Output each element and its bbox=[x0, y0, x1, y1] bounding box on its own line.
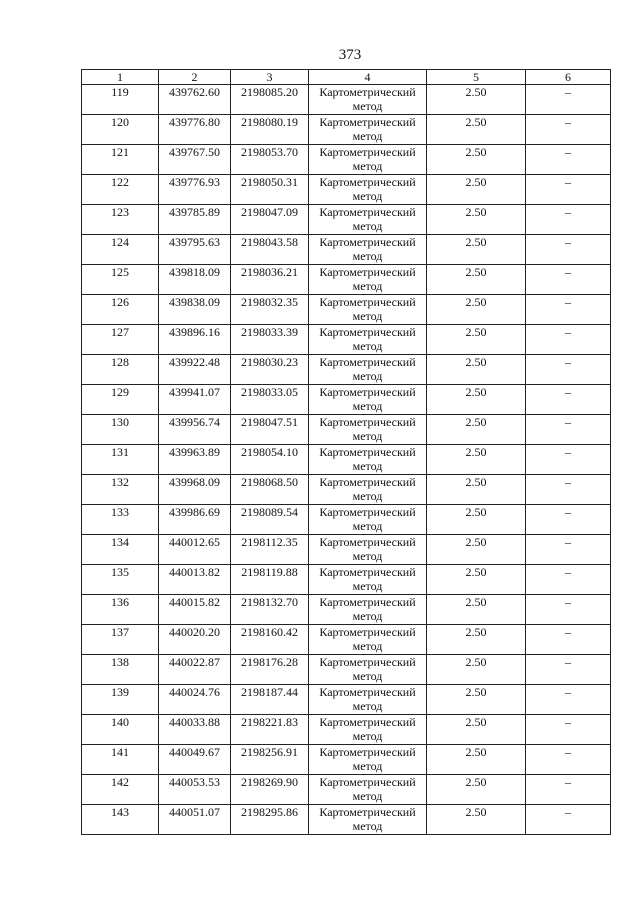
point-number-cell: 138 bbox=[82, 655, 159, 685]
table-row bbox=[82, 295, 611, 325]
method-label-line-1: Картометрический bbox=[319, 415, 416, 429]
accuracy-cell: 2.50 bbox=[427, 655, 526, 685]
method-label-line-1: Картометрический bbox=[319, 115, 416, 129]
table-row bbox=[82, 85, 611, 115]
method-label-line-1: Картометрический bbox=[319, 685, 416, 699]
note-cell: – bbox=[526, 595, 611, 625]
note-cell: – bbox=[526, 325, 611, 355]
accuracy-cell: 2.50 bbox=[427, 625, 526, 655]
accuracy-cell: 2.50 bbox=[427, 145, 526, 175]
method-label-line-2: метод bbox=[352, 639, 383, 653]
note-cell: – bbox=[526, 385, 611, 415]
accuracy-cell: 2.50 bbox=[427, 505, 526, 535]
method-label-line-1: Картометрический bbox=[319, 445, 416, 459]
table-row bbox=[82, 685, 611, 715]
accuracy-cell: 2.50 bbox=[427, 415, 526, 445]
y-coordinate-cell: 2198112.35 bbox=[231, 535, 309, 565]
accuracy-cell: 2.50 bbox=[427, 685, 526, 715]
x-coordinate-cell: 440024.76 bbox=[159, 685, 231, 715]
table-row bbox=[82, 715, 611, 745]
method-label-line-1: Картометрический bbox=[319, 805, 416, 819]
table-row bbox=[82, 445, 611, 475]
accuracy-cell: 2.50 bbox=[427, 745, 526, 775]
method-label-line-2: метод bbox=[352, 579, 383, 593]
x-coordinate-cell: 440015.82 bbox=[159, 595, 231, 625]
method-cell bbox=[309, 445, 427, 475]
y-coordinate-cell: 2198054.10 bbox=[231, 445, 309, 475]
method-label-line-2: метод bbox=[352, 549, 383, 563]
column-header-5: 5 bbox=[427, 70, 526, 85]
method-cell bbox=[309, 475, 427, 505]
column-header-3: 3 bbox=[231, 70, 309, 85]
x-coordinate-cell: 440022.87 bbox=[159, 655, 231, 685]
point-number-cell: 133 bbox=[82, 505, 159, 535]
method-cell bbox=[309, 625, 427, 655]
method-label-line-1: Картометрический bbox=[319, 655, 416, 669]
table-row bbox=[82, 265, 611, 295]
note-cell: – bbox=[526, 535, 611, 565]
method-label-line-1: Картометрический bbox=[319, 625, 416, 639]
method-label-line-2: метод bbox=[352, 819, 383, 833]
y-coordinate-cell: 2198053.70 bbox=[231, 145, 309, 175]
method-label-line-1: Картометрический bbox=[319, 325, 416, 339]
coordinates-table bbox=[81, 69, 611, 835]
y-coordinate-cell: 2198030.23 bbox=[231, 355, 309, 385]
note-cell: – bbox=[526, 355, 611, 385]
method-label-line-2: метод bbox=[352, 249, 383, 263]
y-coordinate-cell: 2198032.35 bbox=[231, 295, 309, 325]
note-cell: – bbox=[526, 175, 611, 205]
method-label-line-2: метод bbox=[352, 219, 383, 233]
table-row bbox=[82, 115, 611, 145]
note-cell: – bbox=[526, 145, 611, 175]
method-label-line-2: метод bbox=[352, 189, 383, 203]
table-row bbox=[82, 475, 611, 505]
point-number-cell: 141 bbox=[82, 745, 159, 775]
method-label-line-2: метод bbox=[352, 459, 383, 473]
method-cell bbox=[309, 385, 427, 415]
table-header-row bbox=[82, 70, 611, 85]
method-label-line-1: Картометрический bbox=[319, 145, 416, 159]
method-label-line-2: метод bbox=[352, 489, 383, 503]
method-label-line-1: Картометрический bbox=[319, 505, 416, 519]
note-cell: – bbox=[526, 115, 611, 145]
x-coordinate-cell: 439896.16 bbox=[159, 325, 231, 355]
method-label-line-1: Картометрический bbox=[319, 775, 416, 789]
x-coordinate-cell: 439922.48 bbox=[159, 355, 231, 385]
method-label-line-1: Картометрический bbox=[319, 535, 416, 549]
x-coordinate-cell: 440012.65 bbox=[159, 535, 231, 565]
method-cell bbox=[309, 685, 427, 715]
y-coordinate-cell: 2198187.44 bbox=[231, 685, 309, 715]
x-coordinate-cell: 439776.80 bbox=[159, 115, 231, 145]
method-label-line-2: метод bbox=[352, 729, 383, 743]
x-coordinate-cell: 440033.88 bbox=[159, 715, 231, 745]
accuracy-cell: 2.50 bbox=[427, 175, 526, 205]
x-coordinate-cell: 439968.09 bbox=[159, 475, 231, 505]
point-number-cell: 143 bbox=[82, 805, 159, 835]
note-cell: – bbox=[526, 85, 611, 115]
point-number-cell: 132 bbox=[82, 475, 159, 505]
point-number-cell: 134 bbox=[82, 535, 159, 565]
point-number-cell: 142 bbox=[82, 775, 159, 805]
method-label-line-1: Картометрический bbox=[319, 205, 416, 219]
note-cell: – bbox=[526, 505, 611, 535]
x-coordinate-cell: 439767.50 bbox=[159, 145, 231, 175]
point-number-cell: 135 bbox=[82, 565, 159, 595]
method-label-line-2: метод bbox=[352, 369, 383, 383]
accuracy-cell: 2.50 bbox=[427, 475, 526, 505]
point-number-cell: 123 bbox=[82, 205, 159, 235]
method-cell bbox=[309, 265, 427, 295]
point-number-cell: 126 bbox=[82, 295, 159, 325]
method-label-line-1: Картометрический bbox=[319, 175, 416, 189]
column-header-1: 1 bbox=[82, 70, 159, 85]
accuracy-cell: 2.50 bbox=[427, 295, 526, 325]
table-row bbox=[82, 235, 611, 265]
accuracy-cell: 2.50 bbox=[427, 385, 526, 415]
accuracy-cell: 2.50 bbox=[427, 595, 526, 625]
table-row bbox=[82, 415, 611, 445]
accuracy-cell: 2.50 bbox=[427, 445, 526, 475]
method-cell bbox=[309, 355, 427, 385]
method-cell bbox=[309, 505, 427, 535]
method-cell bbox=[309, 595, 427, 625]
x-coordinate-cell: 439776.93 bbox=[159, 175, 231, 205]
y-coordinate-cell: 2198119.88 bbox=[231, 565, 309, 595]
point-number-cell: 128 bbox=[82, 355, 159, 385]
accuracy-cell: 2.50 bbox=[427, 235, 526, 265]
accuracy-cell: 2.50 bbox=[427, 265, 526, 295]
table-row bbox=[82, 145, 611, 175]
accuracy-cell: 2.50 bbox=[427, 715, 526, 745]
note-cell: – bbox=[526, 205, 611, 235]
y-coordinate-cell: 2198043.58 bbox=[231, 235, 309, 265]
accuracy-cell: 2.50 bbox=[427, 775, 526, 805]
note-cell: – bbox=[526, 475, 611, 505]
accuracy-cell: 2.50 bbox=[427, 535, 526, 565]
accuracy-cell: 2.50 bbox=[427, 805, 526, 835]
note-cell: – bbox=[526, 235, 611, 265]
method-label-line-1: Картометрический bbox=[319, 295, 416, 309]
method-label-line-1: Картометрический bbox=[319, 355, 416, 369]
table-row bbox=[82, 535, 611, 565]
y-coordinate-cell: 2198256.91 bbox=[231, 745, 309, 775]
table-row bbox=[82, 625, 611, 655]
accuracy-cell: 2.50 bbox=[427, 355, 526, 385]
column-header-6: 6 bbox=[526, 70, 611, 85]
y-coordinate-cell: 2198089.54 bbox=[231, 505, 309, 535]
method-label-line-1: Картометрический bbox=[319, 235, 416, 249]
y-coordinate-cell: 2198176.28 bbox=[231, 655, 309, 685]
method-label-line-2: метод bbox=[352, 609, 383, 623]
method-cell bbox=[309, 715, 427, 745]
table-row bbox=[82, 505, 611, 535]
table-row bbox=[82, 355, 611, 385]
table-row bbox=[82, 595, 611, 625]
note-cell: – bbox=[526, 295, 611, 325]
note-cell: – bbox=[526, 715, 611, 745]
method-cell bbox=[309, 535, 427, 565]
note-cell: – bbox=[526, 655, 611, 685]
x-coordinate-cell: 440020.20 bbox=[159, 625, 231, 655]
method-label-line-2: метод bbox=[352, 129, 383, 143]
point-number-cell: 120 bbox=[82, 115, 159, 145]
method-cell bbox=[309, 85, 427, 115]
method-cell bbox=[309, 775, 427, 805]
note-cell: – bbox=[526, 685, 611, 715]
method-label-line-1: Картометрический bbox=[319, 475, 416, 489]
method-label-line-2: метод bbox=[352, 159, 383, 173]
method-label-line-2: метод bbox=[352, 339, 383, 353]
method-cell bbox=[309, 115, 427, 145]
point-number-cell: 119 bbox=[82, 85, 159, 115]
method-cell bbox=[309, 565, 427, 595]
table-row bbox=[82, 655, 611, 685]
table-row bbox=[82, 805, 611, 835]
point-number-cell: 140 bbox=[82, 715, 159, 745]
point-number-cell: 125 bbox=[82, 265, 159, 295]
y-coordinate-cell: 2198050.31 bbox=[231, 175, 309, 205]
table-row bbox=[82, 565, 611, 595]
x-coordinate-cell: 439785.89 bbox=[159, 205, 231, 235]
method-cell bbox=[309, 175, 427, 205]
method-label-line-2: метод bbox=[352, 279, 383, 293]
accuracy-cell: 2.50 bbox=[427, 205, 526, 235]
y-coordinate-cell: 2198033.39 bbox=[231, 325, 309, 355]
method-label-line-1: Картометрический bbox=[319, 385, 416, 399]
table-row bbox=[82, 745, 611, 775]
note-cell: – bbox=[526, 415, 611, 445]
method-label-line-1: Картометрический bbox=[319, 565, 416, 579]
method-label-line-1: Картометрический bbox=[319, 595, 416, 609]
note-cell: – bbox=[526, 775, 611, 805]
note-cell: – bbox=[526, 625, 611, 655]
note-cell: – bbox=[526, 445, 611, 475]
point-number-cell: 139 bbox=[82, 685, 159, 715]
point-number-cell: 122 bbox=[82, 175, 159, 205]
method-label-line-2: метод bbox=[352, 519, 383, 533]
point-number-cell: 127 bbox=[82, 325, 159, 355]
accuracy-cell: 2.50 bbox=[427, 85, 526, 115]
method-cell bbox=[309, 415, 427, 445]
y-coordinate-cell: 2198047.09 bbox=[231, 205, 309, 235]
method-label-line-1: Картометрический bbox=[319, 85, 416, 99]
method-label-line-1: Картометрический bbox=[319, 745, 416, 759]
accuracy-cell: 2.50 bbox=[427, 325, 526, 355]
table-row bbox=[82, 175, 611, 205]
table-row bbox=[82, 775, 611, 805]
y-coordinate-cell: 2198047.51 bbox=[231, 415, 309, 445]
point-number-cell: 129 bbox=[82, 385, 159, 415]
x-coordinate-cell: 439762.60 bbox=[159, 85, 231, 115]
x-coordinate-cell: 440013.82 bbox=[159, 565, 231, 595]
x-coordinate-cell: 439795.63 bbox=[159, 235, 231, 265]
method-label-line-2: метод bbox=[352, 669, 383, 683]
y-coordinate-cell: 2198269.90 bbox=[231, 775, 309, 805]
note-cell: – bbox=[526, 805, 611, 835]
x-coordinate-cell: 439956.74 bbox=[159, 415, 231, 445]
method-label-line-2: метод bbox=[352, 429, 383, 443]
method-label-line-2: метод bbox=[352, 99, 383, 113]
note-cell: – bbox=[526, 565, 611, 595]
method-label-line-2: метод bbox=[352, 399, 383, 413]
page-number: 373 bbox=[338, 47, 362, 63]
y-coordinate-cell: 2198295.86 bbox=[231, 805, 309, 835]
table-row bbox=[82, 325, 611, 355]
x-coordinate-cell: 439941.07 bbox=[159, 385, 231, 415]
note-cell: – bbox=[526, 745, 611, 775]
accuracy-cell: 2.50 bbox=[427, 565, 526, 595]
column-header-2: 2 bbox=[159, 70, 231, 85]
point-number-cell: 124 bbox=[82, 235, 159, 265]
x-coordinate-cell: 439986.69 bbox=[159, 505, 231, 535]
method-cell bbox=[309, 325, 427, 355]
method-label-line-2: метод bbox=[352, 309, 383, 323]
point-number-cell: 137 bbox=[82, 625, 159, 655]
table-row bbox=[82, 385, 611, 415]
y-coordinate-cell: 2198036.21 bbox=[231, 265, 309, 295]
y-coordinate-cell: 2198033.05 bbox=[231, 385, 309, 415]
point-number-cell: 130 bbox=[82, 415, 159, 445]
point-number-cell: 121 bbox=[82, 145, 159, 175]
x-coordinate-cell: 440053.53 bbox=[159, 775, 231, 805]
method-cell bbox=[309, 295, 427, 325]
method-cell bbox=[309, 745, 427, 775]
y-coordinate-cell: 2198160.42 bbox=[231, 625, 309, 655]
y-coordinate-cell: 2198132.70 bbox=[231, 595, 309, 625]
x-coordinate-cell: 440049.67 bbox=[159, 745, 231, 775]
method-cell bbox=[309, 235, 427, 265]
method-cell bbox=[309, 805, 427, 835]
table-row bbox=[82, 205, 611, 235]
note-cell: – bbox=[526, 265, 611, 295]
point-number-cell: 136 bbox=[82, 595, 159, 625]
y-coordinate-cell: 2198085.20 bbox=[231, 85, 309, 115]
x-coordinate-cell: 439838.09 bbox=[159, 295, 231, 325]
column-header-4: 4 bbox=[309, 70, 427, 85]
method-cell bbox=[309, 145, 427, 175]
accuracy-cell: 2.50 bbox=[427, 115, 526, 145]
method-label-line-1: Картометрический bbox=[319, 715, 416, 729]
x-coordinate-cell: 439818.09 bbox=[159, 265, 231, 295]
point-number-cell: 131 bbox=[82, 445, 159, 475]
method-label-line-2: метод bbox=[352, 699, 383, 713]
x-coordinate-cell: 439963.89 bbox=[159, 445, 231, 475]
method-cell bbox=[309, 205, 427, 235]
x-coordinate-cell: 440051.07 bbox=[159, 805, 231, 835]
y-coordinate-cell: 2198068.50 bbox=[231, 475, 309, 505]
method-label-line-2: метод bbox=[352, 789, 383, 803]
method-label-line-1: Картометрический bbox=[319, 265, 416, 279]
method-label-line-2: метод bbox=[352, 759, 383, 773]
y-coordinate-cell: 2198080.19 bbox=[231, 115, 309, 145]
method-cell bbox=[309, 655, 427, 685]
y-coordinate-cell: 2198221.83 bbox=[231, 715, 309, 745]
